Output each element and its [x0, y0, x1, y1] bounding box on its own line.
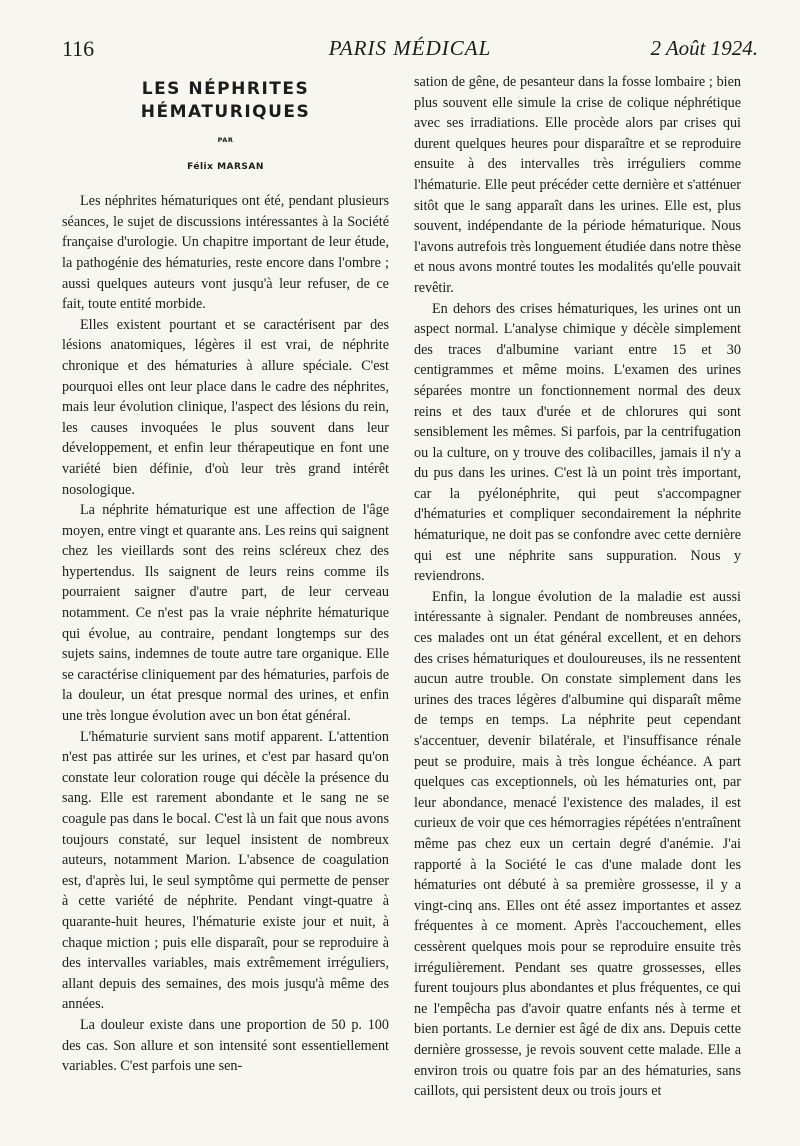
- issue-date: 2 Août 1924.: [650, 36, 758, 60]
- paragraph: Les néphrites hématuriques ont été, pendant plusieurs séances, le sujet de discussions intéressantes à la Société française d'urologie. Un chapitre important de leur étude, la pathogénie des hématuries, reste encore dans l'ombre ; aussi quelques auteurs vont jusqu'à leur refuser, de ce fait, toute entité morbide.: [62, 193, 389, 313]
- page-number: 116: [62, 36, 95, 61]
- paragraph: En dehors des crises hématuriques, les urines ont un aspect normal. L'analyse chimique y décèle simplement des traces d'albumine variant entre 15 et 30 centigrammes et même moins. L'examen des urines séparées montre un fonctionnement normal des deux reins et des taux d'urée et de chlorures qui sont sensiblement les mêmes. Si parfois, par la centrifugation ou la culture, on y trouve des colibacilles, jamais il n'y a du pus dans les urines. C'est là un point très important, car la pyélonéphrite, qui peut s'accompagner d'hématuries et compliquer secondairement la néphrite hématurique, ne doit pas se confondre avec cette dernière qui est une néphrite sans suppuration. Nous y reviendrons.: [414, 300, 741, 585]
- paragraph: La néphrite hématurique est une affection de l'âge moyen, entre vingt et quarante ans. Les reins qui saignent chez les vieillards sont des reins scléreux chez des hypertendus. Ils saignent de leurs reins comme ils pourraient saigner d'autre part, de leur cerveau notamment. Ce n'est pas la vraie néphrite hématurique qui évolue, au contraire, pendant longtemps sur des sujets sains, indemnes de toute autre tare organique. Elle se caractérise cliniquement par des hématuries, parfois de la douleur, un état presque normal des urines, et enfin une très longue évolution avec un bon état général.: [62, 502, 389, 725]
- title-line-2: HÉMATURIQUES: [140, 102, 311, 122]
- paragraph: L'hématurie survient sans motif apparent. L'attention n'est pas attirée sur les urines, et c'est par hasard qu'on constate leur coloration rouge qui décèle la présence du sang. Elle est rarement abondante et le sang ne se coagule pas dans le bocal. C'est là un fait que nous avons toujours constaté, sur lequel insistent de nombreux auteurs, notamment Marion. L'absence de coagulation est, d'après lui, le seul symptôme qui permette de penser à cette variété de néphrite. Pendant vingt-quatre à quarante-huit heures, l'hématurie existe jour et nuit, à chaque miction ; puis elle disparaît, pour se reproduire à des intervalles variables, mais extrêmement irréguliers, allant depuis des semaines, des mois jusqu'à même des années.: [62, 728, 389, 1013]
- paragraph-continued: sation de gêne, de pesanteur dans la fosse lombaire ; bien plus souvent elle simule la crise de colique néphrétique avec ses irradiations. Elle procède alors par crises qui durent quelques heures pour disparaître et se reproduire ensuite à des intervalles très irréguliers comme l'hématurie. Elle peut précéder cette dernière et s'atténuer sitôt que le sang apparaît dans les urines. Elle est, plus souvent, indépendante de la période hématurique. Nous l'avons autrefois très longuement étudiée dans notre thèse et nous avons montré toutes les modalités qu'elle pouvait revêtir.: [414, 74, 741, 296]
- title-line-1: LES NÉPHRITES: [141, 79, 310, 99]
- paragraph: Enfin, la longue évolution de la maladie est aussi intéressante à signaler. Pendant de nombreuses années, ces malades ont un état général excellent, et en dehors des crises hématuriques et douloureuses, ils ne ressentent aucun autre trouble. On constate simplement dans les urines des traces légères d'albumine qui disparaît même de temps en temps. La néphrite peut cependant s'accentuer, devenir bilatérale, et l'insuffisance rénale peut se produire, mais à très longue échéance. A part quelques cas exceptionnels, où les hématuries ont, par leur abondance, menacé l'existence des malades, il est curieux de voir que ces hémorragies répétées n'entraînent même pas chez eux un certain degré d'anémie. J'ai rapporté à la Société le cas d'une malade dont les hématuries ont débuté à sa première grossesse, il y a vingt-cinq ans. Elles ont été assez importantes et assez fréquentes à ce moment. Après l'accouchement, elles cessèrent quelques mois pour se reproduire ensuite très irrégulièrement. Pendant ses quatre grossesses, elles furent toujours plus abondantes et plus fréquentes, ce qui ne l'empêcha pas d'avoir quatre enfants nés à terme et bien portants. Le dernier est âgé de dix ans. Depuis cette dernière grossesse, je revois souvent cette malade. Elle a environ trois ou quatre fois par an des hématuries, sans caillots, qui persistent deux ou trois jours et: [414, 588, 741, 1100]
- paragraph: La douleur existe dans une proportion de 50 p. 100 des cas. Son allure et son intensité sont essentiellement variables. C'est parfois une sen-: [62, 1016, 389, 1075]
- article-title: [62, 78, 389, 124]
- left-column: [62, 72, 389, 1077]
- journal-title: PARIS MÉDICAL: [328, 36, 492, 60]
- paragraph: Elles existent pourtant et se caractérisent par des lésions anatomiques, légères il est vrai, de néphrite chronique et des hématuries à allure spéciale. C'est pourquoi elles ont leur place dans le cadre des néphrites, mais leur évolution clinique, l'aspect des lésions du rein, les causes invoquées le plus souvent dans leur développement, et enfin leur thérapeutique en font une variété bien définie, d'où leur très grand intérêt nosologique.: [62, 316, 389, 498]
- running-header: [62, 36, 758, 66]
- right-column: [414, 72, 741, 1102]
- author-name: Félix MARSAN: [187, 161, 264, 172]
- byline-par: PAR: [217, 136, 234, 144]
